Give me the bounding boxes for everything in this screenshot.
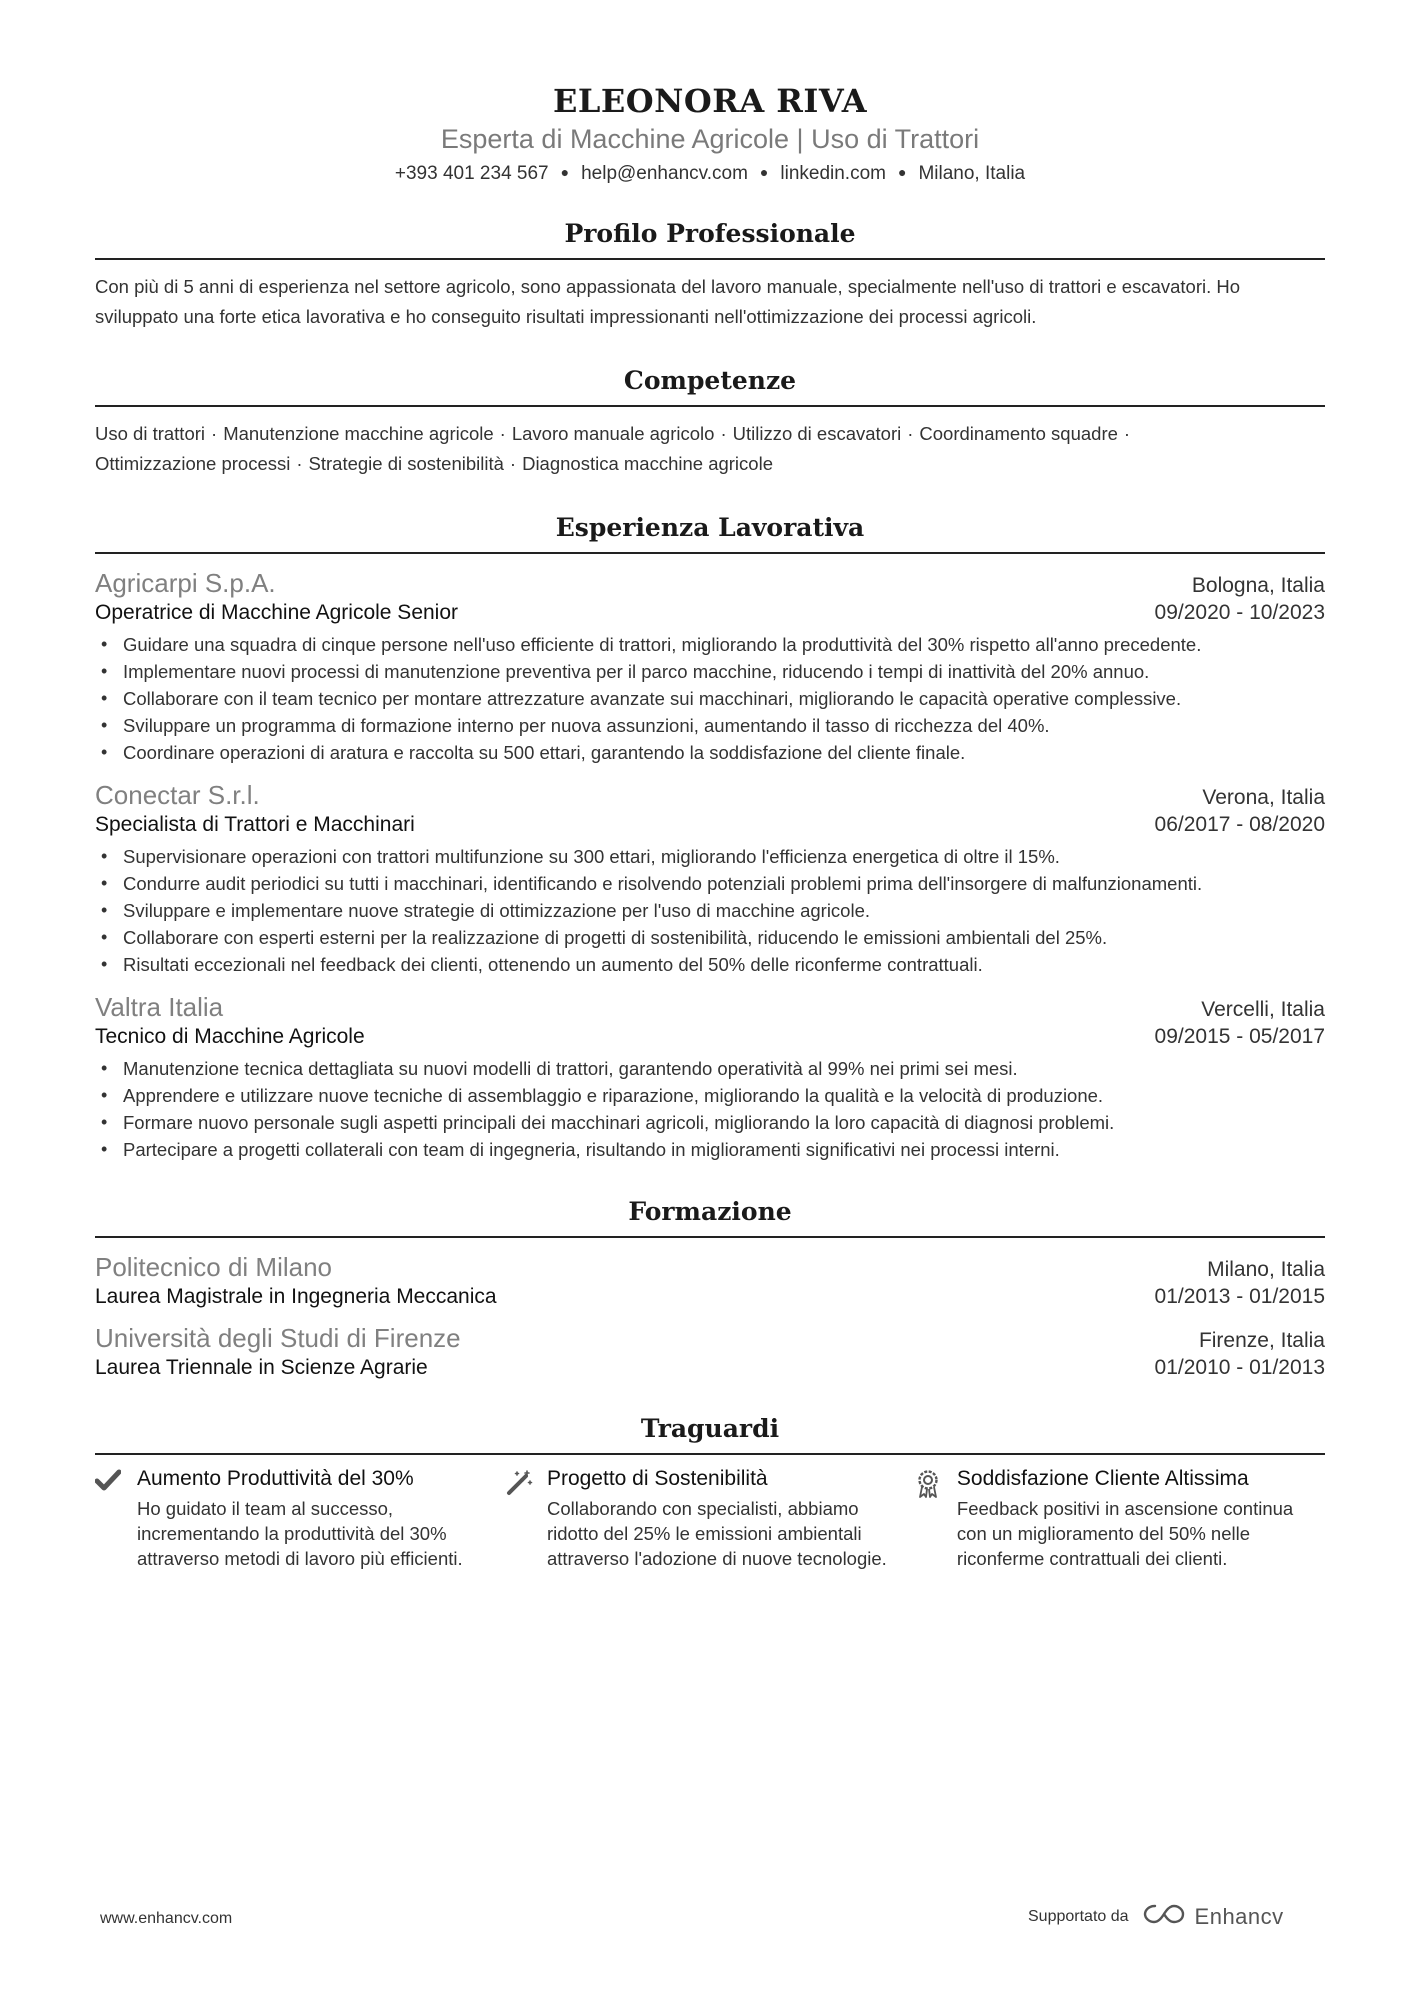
job-location: Vercelli, Italia	[1201, 998, 1325, 1021]
achievements-list	[95, 1465, 1325, 1571]
separator-dot: ●	[560, 164, 570, 180]
job-role: Operatrice di Macchine Agricole Senior	[95, 601, 459, 624]
achievement-desc: Feedback positivi in ascensione continua con un miglioramento del 50% nelle riconferme contrattuali dei clienti.	[956, 1498, 1294, 1569]
checkmark-icon	[95, 1465, 137, 1571]
section-title: Competenze	[95, 366, 1325, 407]
brand-name: Enhancv	[1194, 1903, 1284, 1929]
bullet-item: • Sviluppare un programma di formazione interno per nuova assunzioni, aumentando il tasso di ricchezza del 40%.	[95, 712, 1325, 739]
education-entry	[95, 1252, 1325, 1309]
job-entry	[95, 568, 1325, 766]
degree: Laurea Magistrale in Ingegneria Meccanica	[95, 1285, 497, 1308]
education-entry	[95, 1323, 1325, 1380]
separator-dot: ●	[897, 164, 907, 180]
achievements-section	[95, 1414, 1325, 1571]
job-dates: 06/2017 - 08/2020	[1154, 813, 1325, 836]
bullet-item: • Implementare nuovi processi di manutenzione preventiva per il parco macchine, riducendo i tempi di inattività del 20% annuo.	[95, 658, 1325, 685]
enhancv-logo-icon	[1141, 1902, 1187, 1931]
candidate-name: ELEONORA RIVA	[552, 82, 868, 120]
skill-item: Diagnostica macchine agricole	[522, 453, 773, 474]
achievement-desc: Ho guidato il team al successo, incrementando la produttività del 30% attraverso metodi di lavoro più efficienti.	[137, 1498, 463, 1569]
award-badge-icon	[915, 1465, 957, 1571]
achievement-title: Soddisfazione Cliente Altissima	[956, 1467, 1249, 1490]
job-entry	[95, 992, 1325, 1163]
achievement-desc: Collaborando con specialisti, abbiamo ridotto del 25% le emissioni ambientali attraverso l'adozione di nuove tecnologie.	[546, 1498, 887, 1569]
website-link[interactable]: www.enhancv.com	[100, 1910, 233, 1927]
achievement-item	[915, 1465, 1325, 1571]
achievement-title: Progetto di Sostenibilità	[546, 1467, 768, 1490]
achievement-item	[505, 1465, 915, 1571]
section-title: Traguardi	[95, 1414, 1325, 1455]
experience-section	[95, 513, 1325, 1163]
bullet-item: • Partecipare a progetti collaterali con team di ingegneria, risultando in miglioramenti significativi nei processi interni.	[95, 1136, 1325, 1163]
bullet-item: • Collaborare con il team tecnico per montare attrezzature avanzate sui macchinari, migliorando le capacità operative complessive.	[95, 685, 1325, 712]
education-section	[95, 1197, 1325, 1380]
skills-section	[95, 366, 1325, 479]
job-location: Verona, Italia	[1202, 786, 1325, 809]
school-location: Milano, Italia	[1207, 1258, 1325, 1281]
skill-item: Manutenzione macchine agricole	[223, 423, 494, 444]
job-bullets	[95, 631, 1325, 766]
profile-text: Con più di 5 anni di esperienza nel settore agricolo, sono appassionata del lavoro manuale, specialmente nell'uso di trattori e escavatori. Ho sviluppato una forte etica lavorativa e ho conseguito risultati impressionanti nell'ottimizzazione dei processi agricoli.	[95, 276, 1241, 327]
section-title: Profilo Professionale	[95, 219, 1325, 260]
school-name: Politecnico di Milano	[95, 1252, 333, 1282]
education-dates: 01/2010 - 01/2013	[1154, 1356, 1325, 1379]
job-bullets	[95, 1055, 1325, 1163]
degree: Laurea Triennale in Scienze Agrarie	[95, 1356, 428, 1379]
job-dates: 09/2015 - 05/2017	[1154, 1025, 1325, 1048]
bullet-item: • Guidare una squadra di cinque persone nell'uso efficiente di trattori, migliorando la produttività del 30% rispetto all'anno precedente.	[95, 631, 1325, 658]
achievement-item	[95, 1465, 505, 1571]
job-role: Tecnico di Macchine Agricole	[95, 1025, 365, 1048]
profile-section	[95, 219, 1325, 332]
bullet-item: • Manutenzione tecnica dettagliata su nuovi modelli di trattori, garantendo operatività al 99% nei primi sei mesi.	[95, 1055, 1325, 1082]
skill-item: Uso di trattori	[95, 423, 206, 444]
job-location: Bologna, Italia	[1191, 574, 1325, 597]
bullet-item: • Sviluppare e implementare nuove strategie di ottimizzazione per l'uso di macchine agricole.	[95, 897, 1325, 924]
powered-by-label: Supportato da	[1028, 1907, 1129, 1925]
bullet-item: • Coordinare operazioni di aratura e raccolta su 500 ettari, garantendo la soddisfazione del cliente finale.	[95, 739, 1325, 766]
skill-item: Strategie di sostenibilità	[308, 453, 504, 474]
magic-wand-icon	[505, 1465, 547, 1571]
skill-item: Utilizzo di escavatori	[732, 423, 902, 444]
education-dates: 01/2013 - 01/2015	[1154, 1285, 1325, 1308]
school-location: Firenze, Italia	[1198, 1329, 1325, 1352]
bullet-item: • Condurre audit periodici su tutti i macchinari, identificando e risolvendo potenziali problemi prima dell'insorgere di malfunzionamenti.	[95, 870, 1325, 897]
location: Milano, Italia	[918, 163, 1026, 184]
email-link[interactable]: help@enhancv.com	[581, 163, 748, 184]
company-name: Agricarpi S.p.A.	[95, 568, 276, 598]
phone: +393 401 234 567	[394, 163, 549, 184]
job-dates: 09/2020 - 10/2023	[1154, 601, 1325, 624]
achievement-title: Aumento Produttività del 30%	[137, 1467, 414, 1490]
job-role: Specialista di Trattori e Macchinari	[95, 813, 415, 836]
separator-dot: ●	[759, 164, 769, 180]
bullet-item: • Formare nuovo personale sugli aspetti principali dei macchinari agricoli, migliorando la loro capacità di diagnosi problemi.	[95, 1109, 1325, 1136]
bullet-item: • Supervisionare operazioni con trattori multifunzione su 300 ettari, migliorando l'efficienza energetica di oltre il 15%.	[95, 843, 1325, 870]
job-entry	[95, 780, 1325, 978]
skills-list: Uso di trattori · Manutenzione macchine agricole · Lavoro manuale agricolo · Utilizzo di escavatori · Coordinamento squadre · Ottimizzazione processi · Strategie di sostenibilità · Diagnostica macchine agricole	[95, 423, 1131, 474]
contact-line	[95, 163, 1325, 185]
resume-page	[95, 82, 1325, 1571]
company-name: Conectar S.r.l.	[95, 780, 260, 810]
bullet-item: • Risultati eccezionali nel feedback dei clienti, ottenendo un aumento del 50% delle riconferme contrattuali.	[95, 951, 1325, 978]
bullet-item: • Collaborare con esperti esterni per la realizzazione di progetti di sostenibilità, riducendo le emissioni ambientali del 25%.	[95, 924, 1325, 951]
powered-by	[1028, 1902, 1284, 1931]
school-name: Università degli Studi di Firenze	[95, 1323, 461, 1353]
candidate-subtitle: Esperta di Macchine Agricole | Uso di Trattori	[440, 124, 980, 154]
skill-item: Ottimizzazione processi	[95, 453, 291, 474]
section-title: Esperienza Lavorativa	[95, 513, 1325, 554]
company-name: Valtra Italia	[95, 992, 224, 1022]
skill-item: Coordinamento squadre	[919, 423, 1118, 444]
bullet-item: • Apprendere e utilizzare nuove tecniche di assemblaggio e riparazione, migliorando la qualità e la velocità di produzione.	[95, 1082, 1325, 1109]
skill-item: Lavoro manuale agricolo	[511, 423, 715, 444]
section-title: Formazione	[95, 1197, 1325, 1238]
job-bullets	[95, 843, 1325, 978]
linkedin-link[interactable]: linkedin.com	[780, 163, 886, 184]
